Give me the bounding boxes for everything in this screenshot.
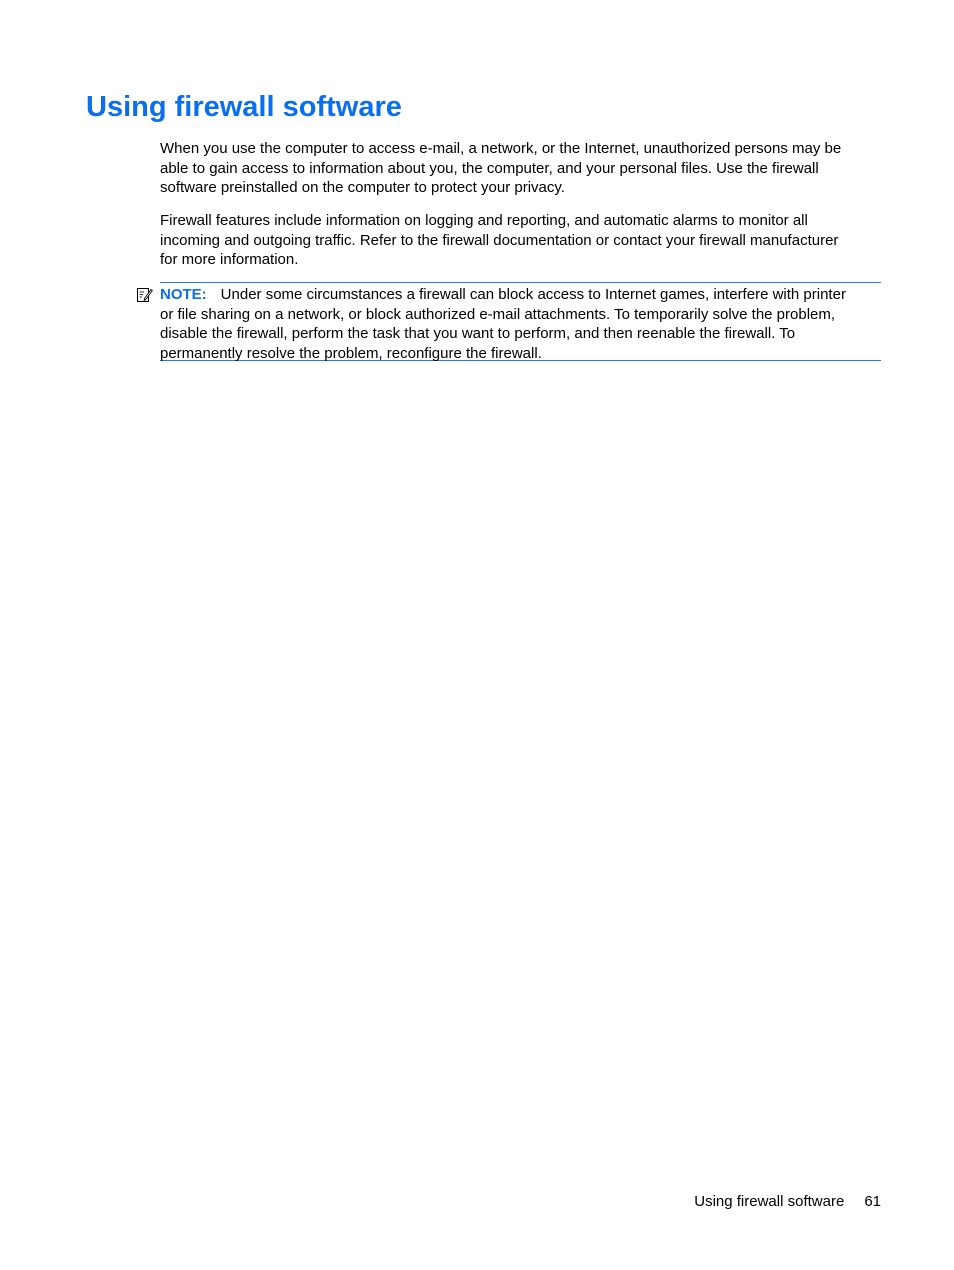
- paragraph-line: for more information.: [160, 251, 299, 268]
- paragraph-line: Firewall features include information on logging and reporting, and automatic alarms to monitor all: [160, 212, 808, 229]
- paragraph-line: When you use the computer to access e-mail, a network, or the Internet, unauthorized persons may be: [160, 140, 842, 157]
- note-line-text: Under some circumstances a firewall can block access to Internet games, interfere with printer: [220, 286, 846, 303]
- paragraph-line: software preinstalled on the computer to protect your privacy.: [160, 179, 565, 196]
- paragraph-line: incoming and outgoing traffic. Refer to the firewall documentation or contact your firewall manufacturer: [160, 231, 839, 249]
- note-line: [160, 285, 881, 305]
- note-line: permanently resolve the problem, reconfigure the firewall.: [160, 344, 542, 362]
- page-number: 61: [864, 1193, 881, 1210]
- note-label: NOTE:: [160, 286, 207, 303]
- intro-paragraph: [160, 139, 882, 198]
- paragraph-line: able to gain access to information about you, the computer, and your personal files. Use the firewall: [160, 159, 819, 177]
- note-line: or file sharing on a network, or block authorized e-mail attachments. To temporarily solve the problem,: [160, 305, 836, 323]
- features-paragraph: [160, 211, 882, 270]
- note-line: disable the firewall, perform the task that you want to perform, and then reenable the firewall. To: [160, 325, 796, 342]
- page-title: Using firewall software: [86, 91, 402, 123]
- footer-section-title: Using firewall software: [694, 1193, 845, 1210]
- page-footer: [694, 1192, 881, 1212]
- note-pencil-icon: [136, 286, 153, 303]
- note-box: [160, 282, 881, 361]
- note-text: [160, 285, 881, 363]
